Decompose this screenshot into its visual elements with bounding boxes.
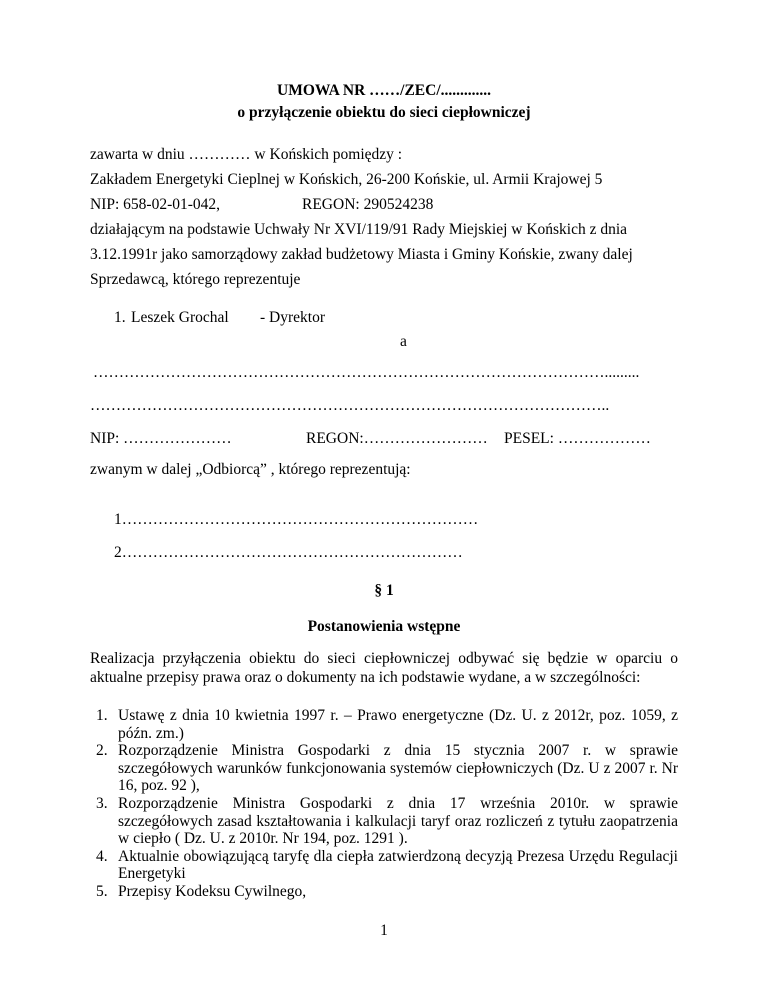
recipient-dots-line2: ……………………………………………………………………………………….. [90,397,610,414]
list-item-text: Aktualnie obowiązującą taryfę dla ciepła zatwierdzoną decyzją Prezesa Urzędu Regulacji Energetyki [118,847,678,883]
recipient-rep-2: 2………………………………………………………… [114,544,463,561]
recipient-called: zwanym w dalej „Odbiorcą” , którego reprezentują: [90,461,411,478]
list-item-number: 1. [96,707,108,724]
list-item-text: Przepisy Kodeksu Cywilnego, [118,882,307,900]
seller-address: Zakładem Energetyki Cieplnej w Końskich, 26-200 Końskie, ul. Armii Krajowej 5 [90,171,603,188]
conjunction-a: a [400,333,407,350]
list-item [90,742,678,795]
seller-basis-line1: działającym na podstawie Uchwały Nr XVI/119/91 Rady Miejskiej w Końskich z dnia [90,221,628,238]
seller-nip: NIP: 658-02-01-042, [90,196,221,213]
representative-role: - Dyrektor [260,309,325,326]
list-item-text: Rozporządzenie Ministra Gospodarki z dnia 15 stycznia 2007 r. w sprawie szczegółowych warunków funkcjonowania systemów ciepłowniczych (Dz. U z 2007 r. Nr 16, poz. 92 ), [118,742,678,795]
recipient-regon: REGON:…………………… [306,430,488,447]
seller-basis-line2: 3.12.1991r jako samorządowy zakład budżetowy Miasta i Gminy Końskie, zwany dalej [90,246,633,263]
seller-basis-line3: Sprzedawcą, którego reprezentuje [90,271,301,288]
page-number: 1 [380,922,388,939]
document-title: UMOWA NR ……/ZEC/............. [277,82,491,99]
list-item-number: 5. [96,882,108,900]
list-item-text: Rozporządzenie Ministra Gospodarki z dnia 17 września 2010r. w sprawie szczegółowych zasad kształtowania i kalkulacji taryf oraz rozliczeń z tytułu zaopatrzenia w ciepło ( Dz. U. z 2010r. Nr 194, poz. 1291 ). [118,794,678,848]
section-paragraph: Realizacja przyłączenia obiektu do sieci ciepłowniczej odbywać się będzie w oparciu o aktualne przepisy prawa oraz o dokumenty na ich podstawie wydane, a w szczególności: [90,650,678,686]
section-heading: Postanowienia wstępne [307,618,461,635]
list-item [90,848,678,883]
list-item-text: Ustawę z dnia 10 kwietnia 1997 r. – Prawo energetyczne (Dz. U. z 2012r, poz. 1059, z późn. zm.) [118,707,678,742]
recipient-nip: NIP: ………………… [90,430,232,447]
recipient-rep-1: 1…………………………………………………………… [114,511,479,528]
regulations-list [90,707,678,901]
representative-number: 1. [114,309,126,326]
representative-name: Leszek Grochal [131,309,229,326]
list-item-number: 2. [96,742,108,760]
list-item-number: 4. [96,847,108,865]
list-item [90,707,678,742]
section-number: § 1 [374,582,394,599]
document-subtitle: o przyłączenie obiektu do sieci ciepłowniczej [237,104,531,121]
list-item-number: 3. [96,794,108,812]
seller-regon: REGON: 290524238 [302,196,434,213]
contract-date-line: zawarta w dniu ………… w Końskich pomiędzy : [90,146,403,163]
recipient-dots-line1: ………………………………………………………………………………………......... [93,364,640,381]
list-item [90,795,678,848]
recipient-pesel: PESEL: ……………… [504,430,651,447]
list-item [90,883,678,901]
